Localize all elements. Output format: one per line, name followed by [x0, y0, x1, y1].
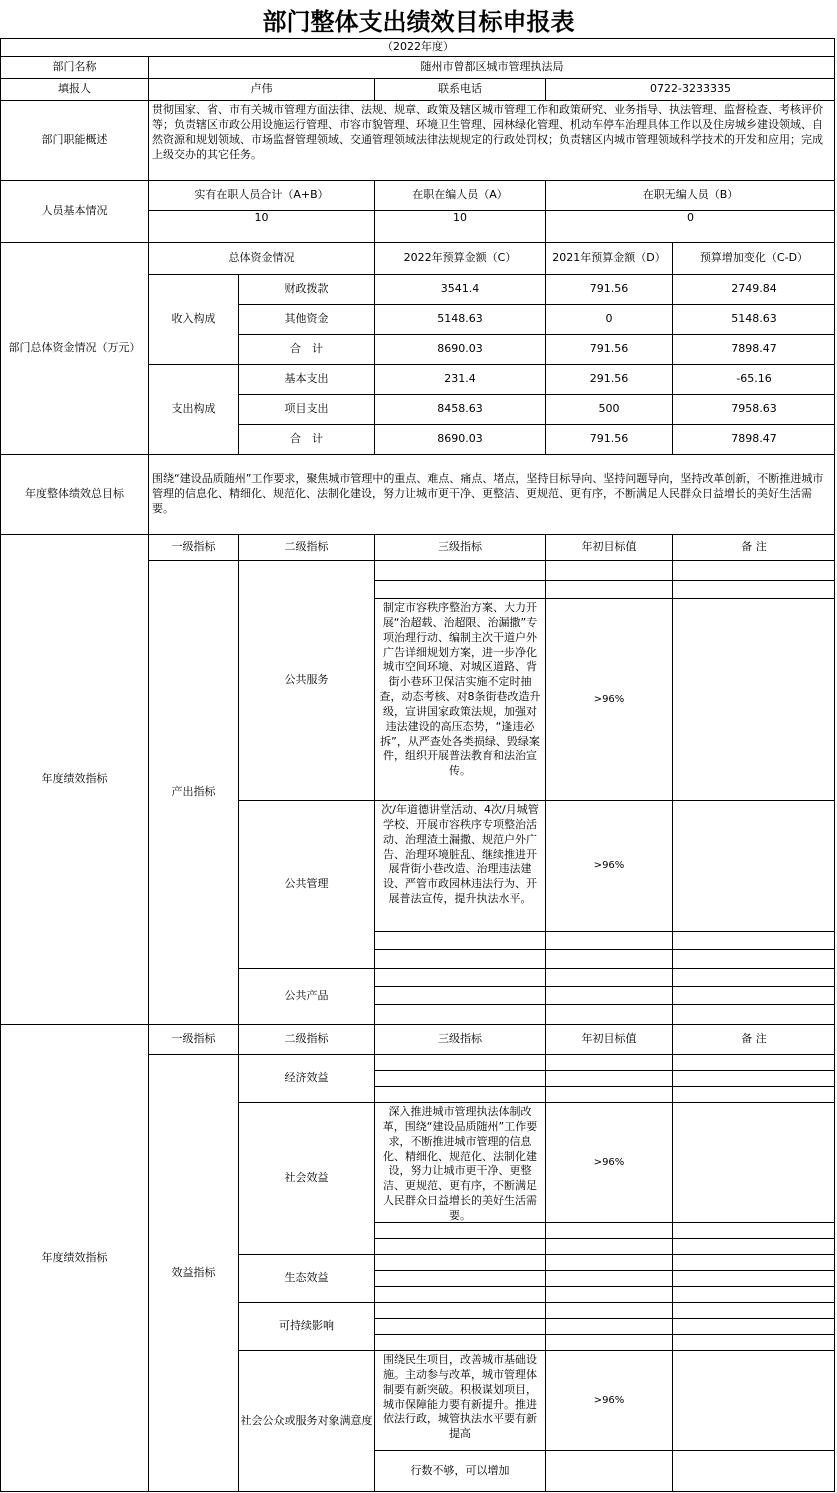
form-title: 部门整体支出绩效目标申报表	[262, 6, 575, 36]
empty-cell	[545, 1450, 672, 1491]
public-mgmt-note	[672, 800, 835, 931]
empty-cell	[672, 986, 835, 1004]
empty-cell	[374, 949, 545, 968]
expense-label: 支出构成	[148, 364, 238, 454]
benefit-indicator-label: 效益指标	[148, 1054, 238, 1491]
income-row-d: 0	[545, 304, 672, 334]
header-level3: 三级指标	[374, 534, 545, 560]
social-benefit-target: >96%	[545, 1102, 672, 1222]
public-service-label: 公共服务	[238, 560, 374, 800]
empty-cell	[374, 1254, 545, 1270]
expense-total-c: 8690.03	[374, 424, 545, 454]
empty-cell	[545, 1318, 672, 1334]
empty-cell	[672, 560, 835, 580]
goal-label: 年度整体绩效总目标	[0, 454, 148, 534]
empty-cell	[672, 1070, 835, 1086]
empty-cell	[672, 1254, 835, 1270]
staff-total-header: 实有在职人员合计（A+B）	[148, 180, 374, 210]
staff-b-value: 0	[545, 210, 835, 242]
expense-row-c: 231.4	[374, 364, 545, 394]
table-border-bottom	[0, 1491, 835, 1492]
empty-cell	[672, 1054, 835, 1070]
economic-benefit-label: 经济效益	[238, 1054, 374, 1102]
phone-label: 联系电话	[374, 78, 545, 100]
table-border-right	[834, 38, 835, 1492]
empty-cell	[545, 986, 672, 1004]
staff-label: 人员基本情况	[0, 180, 148, 242]
dept-name-label: 部门名称	[0, 56, 148, 78]
header-level1: 一级指标	[148, 1024, 238, 1054]
empty-cell	[672, 1318, 835, 1334]
income-total-c: 8690.03	[374, 334, 545, 364]
empty-cell	[545, 580, 672, 598]
expense-row-name: 项目支出	[238, 394, 374, 424]
empty-cell	[672, 1450, 835, 1491]
empty-cell	[672, 580, 835, 598]
income-row-name: 其他资金	[238, 304, 374, 334]
satisfaction-note	[672, 1350, 835, 1450]
header-level2: 二级指标	[238, 534, 374, 560]
empty-cell	[545, 968, 672, 986]
header-level2: 二级指标	[238, 1024, 374, 1054]
public-service-note	[672, 598, 835, 800]
income-row-c: 5148.63	[374, 304, 545, 334]
public-mgmt-label: 公共管理	[238, 800, 374, 968]
expense-total-name: 合 计	[238, 424, 374, 454]
empty-cell	[374, 1334, 545, 1350]
expense-row-c: 8458.63	[374, 394, 545, 424]
public-mgmt-indicator: 次/年道德讲堂活动、4次/月城管学校、开展市容秩序专项整治活动、治理渣土漏撒、规范户外广告、治理环境脏乱、继续推进开展背街小巷改造、治理违法建设、严管市政园林违法行为、开展普法宣传，提升执法水平。	[374, 800, 545, 931]
empty-cell	[545, 1254, 672, 1270]
empty-cell	[374, 1222, 545, 1238]
empty-cell	[374, 931, 545, 949]
empty-cell	[374, 968, 545, 986]
income-row-c: 3541.4	[374, 274, 545, 304]
expense-row-d: 500	[545, 394, 672, 424]
empty-cell	[545, 1086, 672, 1102]
year-label: （2022年度）	[0, 38, 835, 56]
header-level3: 三级指标	[374, 1024, 545, 1054]
empty-cell	[374, 1286, 545, 1302]
expense-row-cd: 7958.63	[672, 394, 835, 424]
satisfaction-target: >96%	[545, 1350, 672, 1450]
goal-text: 围绕“建设品质随州”工作要求，聚焦城市管理中的重点、难点、痛点、堵点，坚持目标导向、坚持问题导向，坚持改革创新，不断推进城市管理的信息化、精细化、规范化、法制化建设，努力让城市更干净、更整洁、更规范、更有序，不断满足人民群众日益增长的美好生活需要。	[148, 454, 835, 534]
filler-label: 填报人	[0, 78, 148, 100]
expense-total-d: 791.56	[545, 424, 672, 454]
duty-label: 部门职能概述	[0, 100, 148, 180]
empty-cell	[672, 1004, 835, 1024]
add-rows-note: 行数不够，可以增加	[374, 1450, 545, 1491]
public-product-label: 公共产品	[238, 968, 374, 1024]
empty-cell	[672, 1334, 835, 1350]
social-benefit-label: 社会效益	[238, 1102, 374, 1254]
empty-cell	[672, 1238, 835, 1254]
phone-value: 0722-3233335	[545, 78, 835, 100]
empty-cell	[545, 931, 672, 949]
empty-cell	[672, 1302, 835, 1318]
income-label: 收入构成	[148, 274, 238, 364]
empty-cell	[672, 968, 835, 986]
perf-output-section-label: 年度绩效指标	[0, 534, 148, 1024]
header-level1: 一级指标	[148, 534, 238, 560]
empty-cell	[374, 1270, 545, 1286]
expense-total-cd: 7898.47	[672, 424, 835, 454]
satisfaction-indicator: 围绕民生项目，改善城市基础设施。主动参与改革，城市管理体制要有新突破。积极谋划项目，城市保障能力要有新提升。推进依法行政，城管执法水平要有新提高	[374, 1350, 545, 1450]
duty-text: 贯彻国家、省、市有关城市管理方面法律、法规、规章、政策及辖区城市管理工作和政策研究、业务指导、执法管理、监督检查、考核评价等；负责辖区市政公用设施运行管理、市容市貌管理、环境卫生管理、园林绿化管理、机动车停车治理具体工作以及住房城乡建设领域、自然资源和规划领域、市场监督管理领域、交通管理领域法律法规规定的行政处罚权；负责辖区内城市管理领域科学技术的开发和应用；完成上级交办的其它任务。	[148, 100, 835, 180]
empty-cell	[545, 1054, 672, 1070]
empty-cell	[545, 1070, 672, 1086]
header-target: 年初目标值	[545, 1024, 672, 1054]
ecological-benefit-label: 生态效益	[238, 1254, 374, 1302]
empty-cell	[545, 1004, 672, 1024]
staff-total-value: 10	[148, 210, 374, 242]
income-row-cd: 5148.63	[672, 304, 835, 334]
income-total-name: 合 计	[238, 334, 374, 364]
empty-cell	[374, 1302, 545, 1318]
staff-a-header: 在职在编人员（A）	[374, 180, 545, 210]
funds-c-header: 2022年预算金额（C）	[374, 242, 545, 274]
empty-cell	[374, 1086, 545, 1102]
funds-overall-header: 总体资金情况	[148, 242, 374, 274]
income-row-d: 791.56	[545, 274, 672, 304]
header-note: 备 注	[672, 1024, 835, 1054]
empty-cell	[672, 1086, 835, 1102]
empty-cell	[545, 1286, 672, 1302]
header-note: 备 注	[672, 534, 835, 560]
empty-cell	[672, 1222, 835, 1238]
social-benefit-note	[672, 1102, 835, 1222]
public-service-indicator: 制定市容秩序整治方案、大力开展“治超载、治超限、治漏撒”专项治理行动、编制主次干道户外广告详细规划方案，进一步净化城市空间环境、对城区道路、背街小巷环卫保洁实施不定时抽查，动态考核、对8条街巷改造升级，宣讲国家政策法规，加强对违法建设的高压态势，“逢违必拆”，从严查处各类损绿、毁绿案件，组织开展普法教育和法治宣传。	[374, 598, 545, 800]
expense-row-name: 基本支出	[238, 364, 374, 394]
funds-label: 部门总体资金情况（万元）	[0, 242, 148, 454]
filler-name: 卢伟	[148, 78, 374, 100]
empty-cell	[374, 1318, 545, 1334]
sustainable-impact-label: 可持续影响	[238, 1302, 374, 1350]
staff-b-header: 在职无编人员（B）	[545, 180, 835, 210]
empty-cell	[672, 949, 835, 968]
output-indicator-label: 产出指标	[148, 560, 238, 1024]
empty-cell	[545, 1334, 672, 1350]
staff-a-value: 10	[374, 210, 545, 242]
empty-cell	[374, 1004, 545, 1024]
empty-cell	[672, 931, 835, 949]
dept-name-value: 随州市曾都区城市管理执法局	[148, 56, 835, 78]
empty-cell	[672, 1270, 835, 1286]
funds-cd-header: 预算增加变化（C-D）	[672, 242, 835, 274]
empty-cell	[374, 560, 545, 580]
public-service-target: >96%	[545, 598, 672, 800]
empty-cell	[672, 1286, 835, 1302]
empty-cell	[374, 986, 545, 1004]
income-row-name: 财政拨款	[238, 274, 374, 304]
social-benefit-indicator: 深入推进城市管理执法体制改革，围绕“建设品质随州”工作要求，不断推进城市管理的信息化、精细化、规范化、法制化建设，努力让城市更干净、更整洁、更规范、更有序，不断满足人民群众日益增长的美好生活需要。	[374, 1102, 545, 1222]
satisfaction-label: 社会公众或服务对象满意度	[238, 1350, 374, 1491]
empty-cell	[374, 1238, 545, 1254]
income-total-cd: 7898.47	[672, 334, 835, 364]
perf-benefit-section-label: 年度绩效指标	[0, 1024, 148, 1491]
expense-row-d: 291.56	[545, 364, 672, 394]
empty-cell	[545, 1302, 672, 1318]
header-target: 年初目标值	[545, 534, 672, 560]
empty-cell	[545, 1238, 672, 1254]
public-mgmt-target: >96%	[545, 800, 672, 931]
income-row-cd: 2749.84	[672, 274, 835, 304]
empty-cell	[545, 949, 672, 968]
expense-row-cd: -65.16	[672, 364, 835, 394]
empty-cell	[545, 1222, 672, 1238]
empty-cell	[374, 580, 545, 598]
empty-cell	[545, 1270, 672, 1286]
income-total-d: 791.56	[545, 334, 672, 364]
empty-cell	[374, 1070, 545, 1086]
funds-d-header: 2021年预算金额（D）	[545, 242, 672, 274]
empty-cell	[374, 1054, 545, 1070]
empty-cell	[545, 560, 672, 580]
